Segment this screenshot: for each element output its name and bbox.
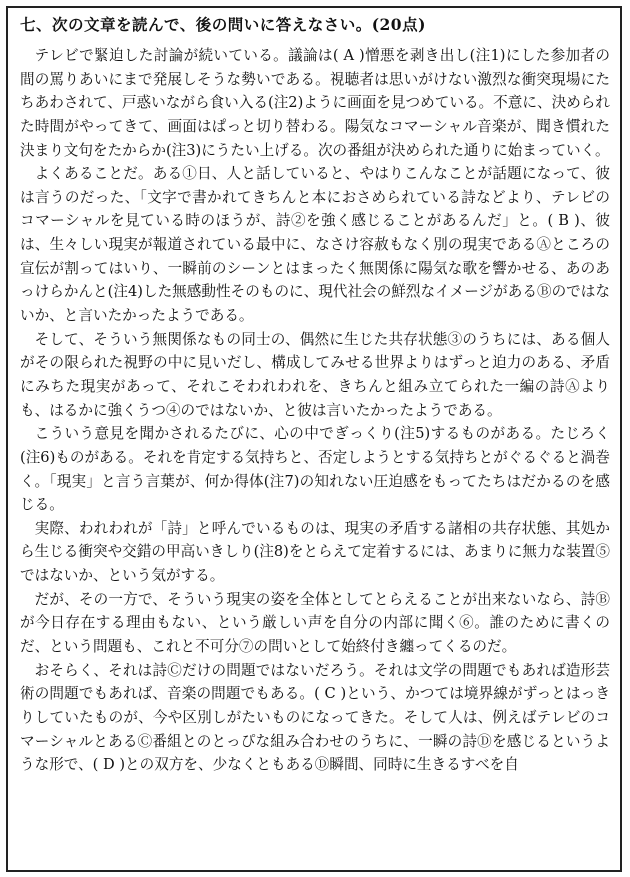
passage — [20, 44, 610, 777]
paragraph-3: そして、そういう無関係なもの同士の、偶然に生じた共存状態③のうちには、ある個人がその限られた視野の中に見いだし、構成してみせる世界よりはずっと迫力のある、矛盾にみちた現実があって、それこそわれわれを、きちんと組み立てられた一編の詩Ⓐよりも、はるかに強くうつ④のではないか、と彼は言いたかったようである。 — [20, 330, 610, 419]
paragraph-7: おそらく、それは詩Ⓒだけの問題ではないだろう。それは文学の問題でもあれば造形芸術の問題でもあれば、音楽の問題でもある。( C )という、かつては境界線がずっとはっきりしていたものが、今や区別しがたいものになってきた。そして人は、例えばテレビのコマーシャルとあるⒸ番組とのとっぴな組み合わせのうちに、一瞬の詩Ⓓを感じるというような形で、( D )との双方を、少なくともあるⒹ瞬間、同時に生きるすべを自 — [20, 661, 610, 774]
paragraph-1: テレビで緊迫した討論が続いている。議論は( A )憎悪を剥き出し(注1)にした参加者の間の罵りあいにまで発展しそうな勢いである。視聴者は思いがけない激烈な衝突現場にたちあわされて、戸惑いながら食い入る(注2)ように画面を見つめている。不意に、決められた時間がやってきて、画面はぱっと切り替わる。陽気なコマーシャル音楽が、聞き慣れた決まり文句をたからか(注3)にうたい上げる。次の番組が決められた通りに始まっていく。 — [20, 47, 610, 159]
paragraph-5: 実際、われわれが「詩」と呼んでいるものは、現実の矛盾する諸相の共存状態、其処から生じる衝突や交錯の甲高いきしり(注8)をとらえて定着するには、あまりに無力な装置⑤ではないか、という気がする。 — [20, 519, 610, 585]
paragraph-6: だが、その一方で、そういう現実の姿を全体としてとらえることが出来ないなら、詩Ⓑが今日存在する理由もない、という厳しい声を自分の内部に聞く⑥。誰のために書くのだ、という問題も、これと不可分⑦の問いとして始終付き纏ってくるのだ。 — [20, 590, 610, 656]
question-heading: 七、次の文章を読んで、後の問いに答えなさい。(20点) — [20, 15, 426, 34]
paragraph-2: よくあることだ。ある①日、人と話していると、やはりこんなことが話題になって、彼は言うのだった、「文字で書かれてきちんと本におさめられている詩などより、テレビのコマーシャルを見ている時のほうが、詩②を強く感じることがあるんだ」と。( B )、彼は、生々しい現実が報道されている最中に、なさけ容赦もなく別の現実であるⒶところの宣伝が割ってはいり、一瞬前のシーンとはまったく無関係に陽気な歌を響かせる、あのあっけらかんと(注4)した無感動性そのものに、現代社会の鮮烈なイメージがあるⒷのではないか、と言いたかったようである。 — [20, 165, 610, 325]
paragraph-4: こういう意見を聞かされるたびに、心の中でぎっくり(注5)するものがある。たじろく(注6)ものがある。それを肯定する気持ちと、否定しようとする気持ちとがぐるぐると渦巻く。「現実」と言う言葉が、何か得体(注7)の知れない圧迫感をもってたちはだかるのを感じる。 — [20, 425, 610, 514]
document-frame — [6, 6, 622, 872]
